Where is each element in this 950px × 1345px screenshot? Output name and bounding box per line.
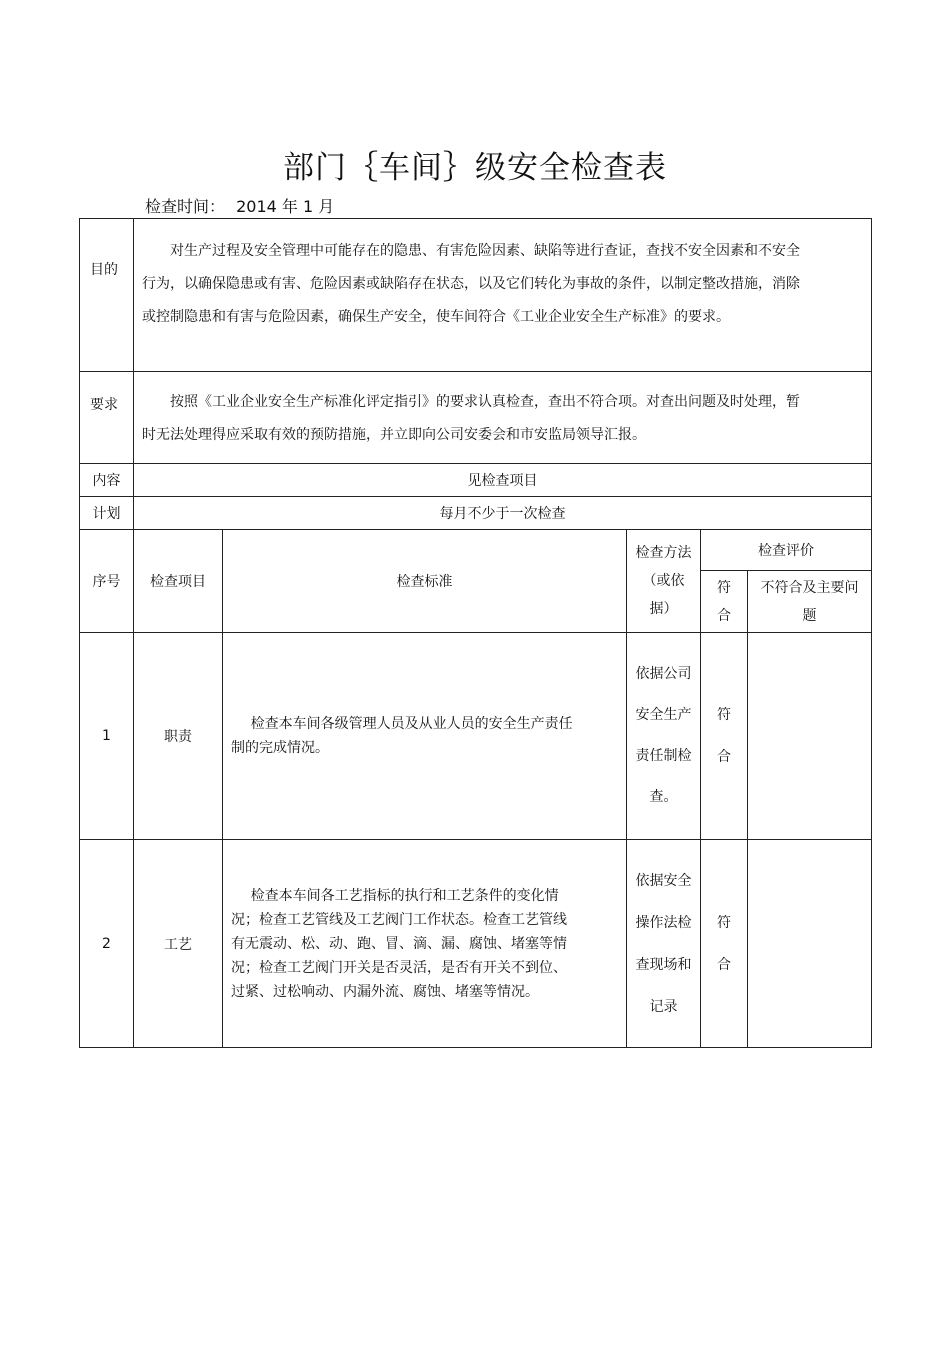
requirement-row (80, 372, 872, 464)
header-evaluation: 检查评价 (701, 530, 872, 571)
purpose-label: 目的 (80, 219, 134, 372)
plan-row (80, 497, 872, 530)
row-no: 1 (80, 633, 134, 840)
header-no: 序号 (80, 530, 134, 633)
plan-value: 每月不少于一次检查 (134, 497, 872, 530)
row-conform: 符合 (701, 840, 748, 1048)
header-method: 检查方法（或依据） (627, 530, 701, 633)
plan-label: 计划 (80, 497, 134, 530)
requirement-label: 要求 (80, 372, 134, 464)
content-value: 见检查项目 (134, 464, 872, 497)
content-row (80, 464, 872, 497)
row-no: 2 (80, 840, 134, 1048)
header-conform: 符合 (701, 571, 748, 633)
header-item: 检查项目 (134, 530, 223, 633)
check-time-label: 检查时间： (145, 197, 226, 216)
row-conform: 符合 (701, 633, 748, 840)
row-standard: 检查本车间各工艺指标的执行和工艺条件的变化情况；检查工艺管线及工艺阀门工作状态。检查工艺管线有无震动、松、动、跑、冒、滴、漏、腐蚀、堵塞等情况；检查工艺阀门开关是否灵活，是否有开关不到位、过紧、过松响动、内漏外流、腐蚀、堵塞等情况。 (223, 840, 627, 1048)
requirement-text: 按照《工业企业安全生产标准化评定指引》的要求认真检查，查出不符合项。对查出问题及时处理，暂时无法处理得应采取有效的预防措施，并立即向公司安委会和市安监局领导汇报。 (134, 372, 872, 464)
row-item: 工艺 (134, 840, 223, 1048)
row-nonconform (748, 633, 872, 840)
content-label: 内容 (80, 464, 134, 497)
table-row (80, 633, 872, 840)
purpose-text: 对生产过程及安全管理中可能存在的隐患、有害危险因素、缺陷等进行查证，查找不安全因素和不安全行为，以确保隐患或有害、危险因素或缺陷存在状态，以及它们转化为事故的条件，以制定整改措施，消除或控制隐患和有害与危险因素，确保生产安全，使车间符合《工业企业安全生产标准》的要求。 (134, 219, 872, 372)
purpose-row (80, 219, 872, 372)
row-standard: 检查本车间各级管理人员及从业人员的安全生产责任制的完成情况。 (223, 633, 627, 840)
inspection-table (79, 218, 872, 1048)
row-method: 依据公司安全生产责任制检查。 (627, 633, 701, 840)
check-time-value: 2014 年 1 月 (236, 197, 335, 216)
row-item: 职责 (134, 633, 223, 840)
table-row (80, 840, 872, 1048)
header-row (80, 530, 872, 571)
row-nonconform (748, 840, 872, 1048)
check-time (145, 194, 340, 217)
header-nonconform: 不符合及主要问题 (748, 571, 872, 633)
header-standard: 检查标准 (223, 530, 627, 633)
page-title: 部门｛车间｝级安全检查表 (283, 150, 667, 186)
row-method: 依据安全操作法检查现场和记录 (627, 840, 701, 1048)
